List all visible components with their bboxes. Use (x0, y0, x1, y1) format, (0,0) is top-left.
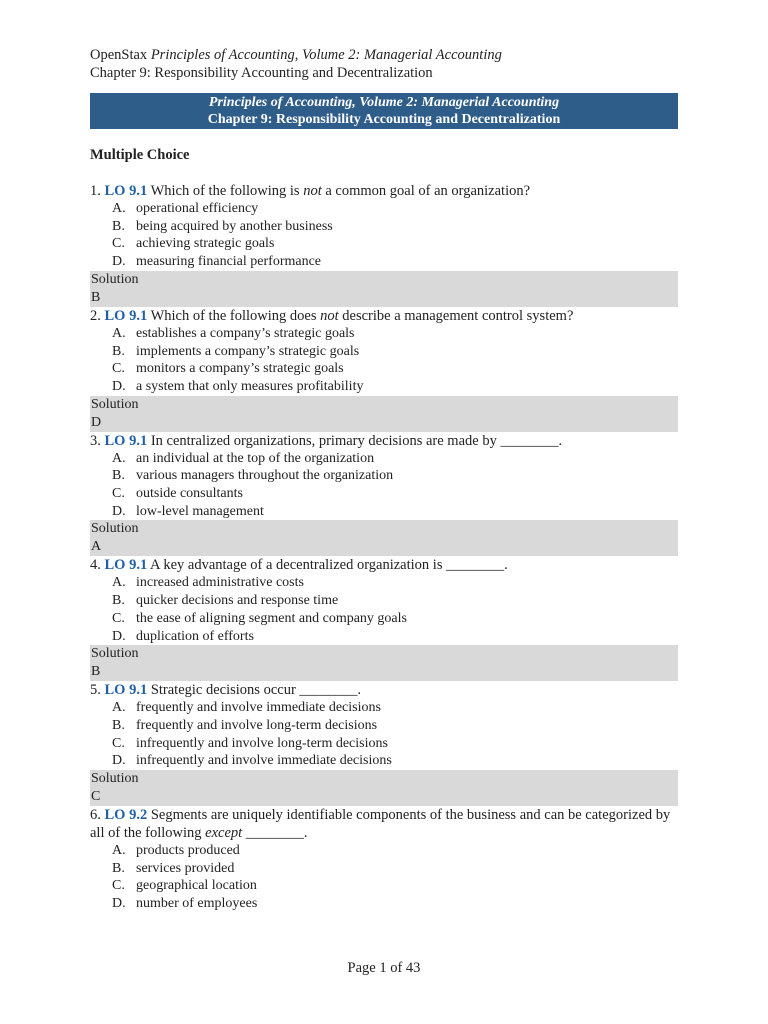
question-emphasis: not (303, 183, 322, 199)
header-line-1 (90, 46, 502, 64)
solution-box (90, 770, 678, 806)
option-letter: A. (112, 843, 126, 859)
option-letter: D. (112, 753, 126, 769)
option-letter: C. (112, 878, 125, 894)
learning-objective-tag: LO 9.1 (104, 557, 148, 574)
answer-option (90, 218, 678, 236)
question-number: 2. (90, 307, 105, 324)
question-stem (90, 432, 678, 450)
question-text: Strategic decisions occur ________. (147, 682, 362, 699)
answer-option (90, 895, 678, 913)
option-text: being acquired by another business (136, 218, 333, 234)
solution-label: Solution (91, 646, 139, 662)
answer-options (90, 842, 678, 913)
solution-box (90, 396, 678, 432)
option-text: frequently and involve long-term decisions (136, 717, 378, 733)
option-letter: D. (112, 378, 126, 394)
answer-options (90, 325, 678, 396)
answer-option (90, 253, 678, 271)
option-letter: B. (112, 218, 125, 234)
question-number: 5. (90, 682, 105, 699)
answer-option (90, 343, 678, 361)
option-letter: A. (112, 575, 126, 591)
question-emphasis: except (205, 825, 243, 842)
answer-option (90, 628, 678, 646)
option-text: outside consultants (136, 486, 243, 502)
option-letter: D. (112, 628, 126, 644)
learning-objective-tag: LO 9.1 (104, 682, 148, 699)
section-title: Multiple Choice (90, 147, 190, 163)
option-letter: C. (112, 486, 125, 502)
option-text: an individual at the top of the organization (136, 450, 375, 466)
option-text: quicker decisions and response time (136, 593, 339, 609)
option-text: increased administrative costs (136, 575, 304, 591)
answer-option (90, 842, 678, 860)
page-number: Page 1 of 43 (347, 960, 421, 976)
answer-option (90, 752, 678, 770)
header-line-2: Chapter 9: Responsibility Accounting and Decentralization (90, 65, 433, 81)
option-letter: A. (112, 450, 126, 466)
option-letter: B. (112, 860, 125, 876)
solution-answer: C (91, 789, 101, 805)
answer-option (90, 503, 678, 521)
question-stem (90, 556, 678, 574)
answer-options (90, 574, 678, 645)
question-block (90, 307, 678, 432)
answer-option (90, 860, 678, 878)
solution-box (90, 520, 678, 556)
option-text: geographical location (136, 878, 257, 894)
option-text: infrequently and involve long-term decisions (136, 735, 388, 751)
option-letter: C. (112, 735, 125, 751)
option-text: a system that only measures profitability (136, 378, 364, 394)
learning-objective-tag: LO 9.1 (104, 183, 148, 199)
answer-option (90, 574, 678, 592)
running-header (90, 46, 502, 82)
question-number: 1. (90, 183, 105, 199)
option-letter: B. (112, 717, 125, 733)
question-stem (90, 182, 678, 200)
header-book-title: Principles of Accounting, Volume 2: Managerial Accounting (150, 47, 502, 63)
question-emphasis: not (320, 307, 339, 324)
option-text: services provided (136, 860, 235, 876)
option-text: measuring financial performance (136, 254, 322, 270)
question-text: ________. (242, 825, 308, 842)
option-text: various managers throughout the organization (136, 468, 394, 484)
answer-option (90, 699, 678, 717)
answer-option (90, 610, 678, 628)
question-text: In centralized organizations, primary decisions are made by ________. (147, 432, 563, 449)
answer-option (90, 200, 678, 218)
question-text: describe a management control system? (338, 307, 574, 324)
solution-box (90, 271, 678, 307)
question-text: Which of the following is (147, 183, 304, 199)
option-letter: B. (112, 468, 125, 484)
option-text: frequently and involve immediate decisions (136, 700, 381, 716)
answer-options (90, 699, 678, 770)
option-text: number of employees (136, 896, 258, 912)
banner-title: Principles of Accounting, Volume 2: Managerial Accounting (208, 95, 560, 110)
header-prefix: OpenStax (90, 47, 151, 63)
learning-objective-tag: LO 9.2 (104, 807, 148, 824)
option-letter: D. (112, 503, 126, 519)
question-number: 6. (90, 807, 105, 824)
option-letter: D. (112, 896, 126, 912)
option-text: products produced (136, 843, 240, 859)
answer-option (90, 378, 678, 396)
answer-options (90, 200, 678, 271)
answer-option (90, 450, 678, 468)
question-block (90, 432, 678, 557)
option-text: the ease of aligning segment and company goals (136, 610, 407, 626)
banner-chapter: Chapter 9: Responsibility Accounting and Decentralization (207, 112, 561, 127)
solution-label: Solution (91, 521, 139, 537)
option-letter: C. (112, 610, 125, 626)
question-block (90, 556, 678, 681)
question-block (90, 806, 678, 913)
solution-label: Solution (91, 396, 139, 412)
option-text: implements a company’s strategic goals (136, 343, 360, 359)
solution-answer: B (91, 664, 101, 680)
learning-objective-tag: LO 9.1 (104, 307, 148, 324)
question-stem (90, 806, 678, 842)
question-list (90, 182, 678, 913)
solution-answer: A (91, 539, 102, 555)
option-letter: B. (112, 593, 125, 609)
answer-option (90, 877, 678, 895)
solution-label: Solution (91, 771, 139, 787)
solution-box (90, 645, 678, 681)
answer-option (90, 467, 678, 485)
solution-label: Solution (91, 271, 139, 287)
question-text: Which of the following does (147, 307, 321, 324)
answer-option (90, 735, 678, 753)
question-block (90, 681, 678, 806)
question-stem (90, 307, 678, 325)
answer-option (90, 325, 678, 343)
option-text: low-level management (136, 503, 264, 519)
option-text: establishes a company’s strategic goals (136, 325, 355, 341)
question-number: 3. (90, 432, 105, 449)
question-number: 4. (90, 557, 105, 574)
answer-option (90, 485, 678, 503)
chapter-banner (90, 93, 678, 129)
answer-options (90, 450, 678, 521)
option-letter: A. (112, 201, 126, 216)
answer-option (90, 235, 678, 253)
question-text: A key advantage of a decentralized organization is ________. (147, 557, 508, 574)
option-letter: A. (112, 700, 126, 716)
question-stem (90, 681, 678, 699)
solution-answer: B (91, 289, 101, 305)
question-block (90, 182, 678, 307)
option-letter: C. (112, 361, 125, 377)
option-letter: D. (112, 254, 126, 270)
answer-option (90, 360, 678, 378)
option-text: monitors a company’s strategic goals (136, 361, 344, 377)
answer-option (90, 717, 678, 735)
question-text: Segments are uniquely identifiable components of the business and can be categorized by all of the following (90, 807, 671, 842)
answer-option (90, 592, 678, 610)
learning-objective-tag: LO 9.1 (104, 432, 148, 449)
option-text: duplication of efforts (136, 628, 254, 644)
solution-answer: D (91, 414, 102, 430)
option-letter: B. (112, 343, 125, 359)
option-text: operational efficiency (136, 201, 259, 216)
option-letter: C. (112, 236, 125, 252)
question-text: a common goal of an organization? (321, 183, 531, 199)
option-letter: A. (112, 325, 126, 341)
option-text: infrequently and involve immediate decisions (136, 753, 392, 769)
option-text: achieving strategic goals (136, 236, 275, 252)
